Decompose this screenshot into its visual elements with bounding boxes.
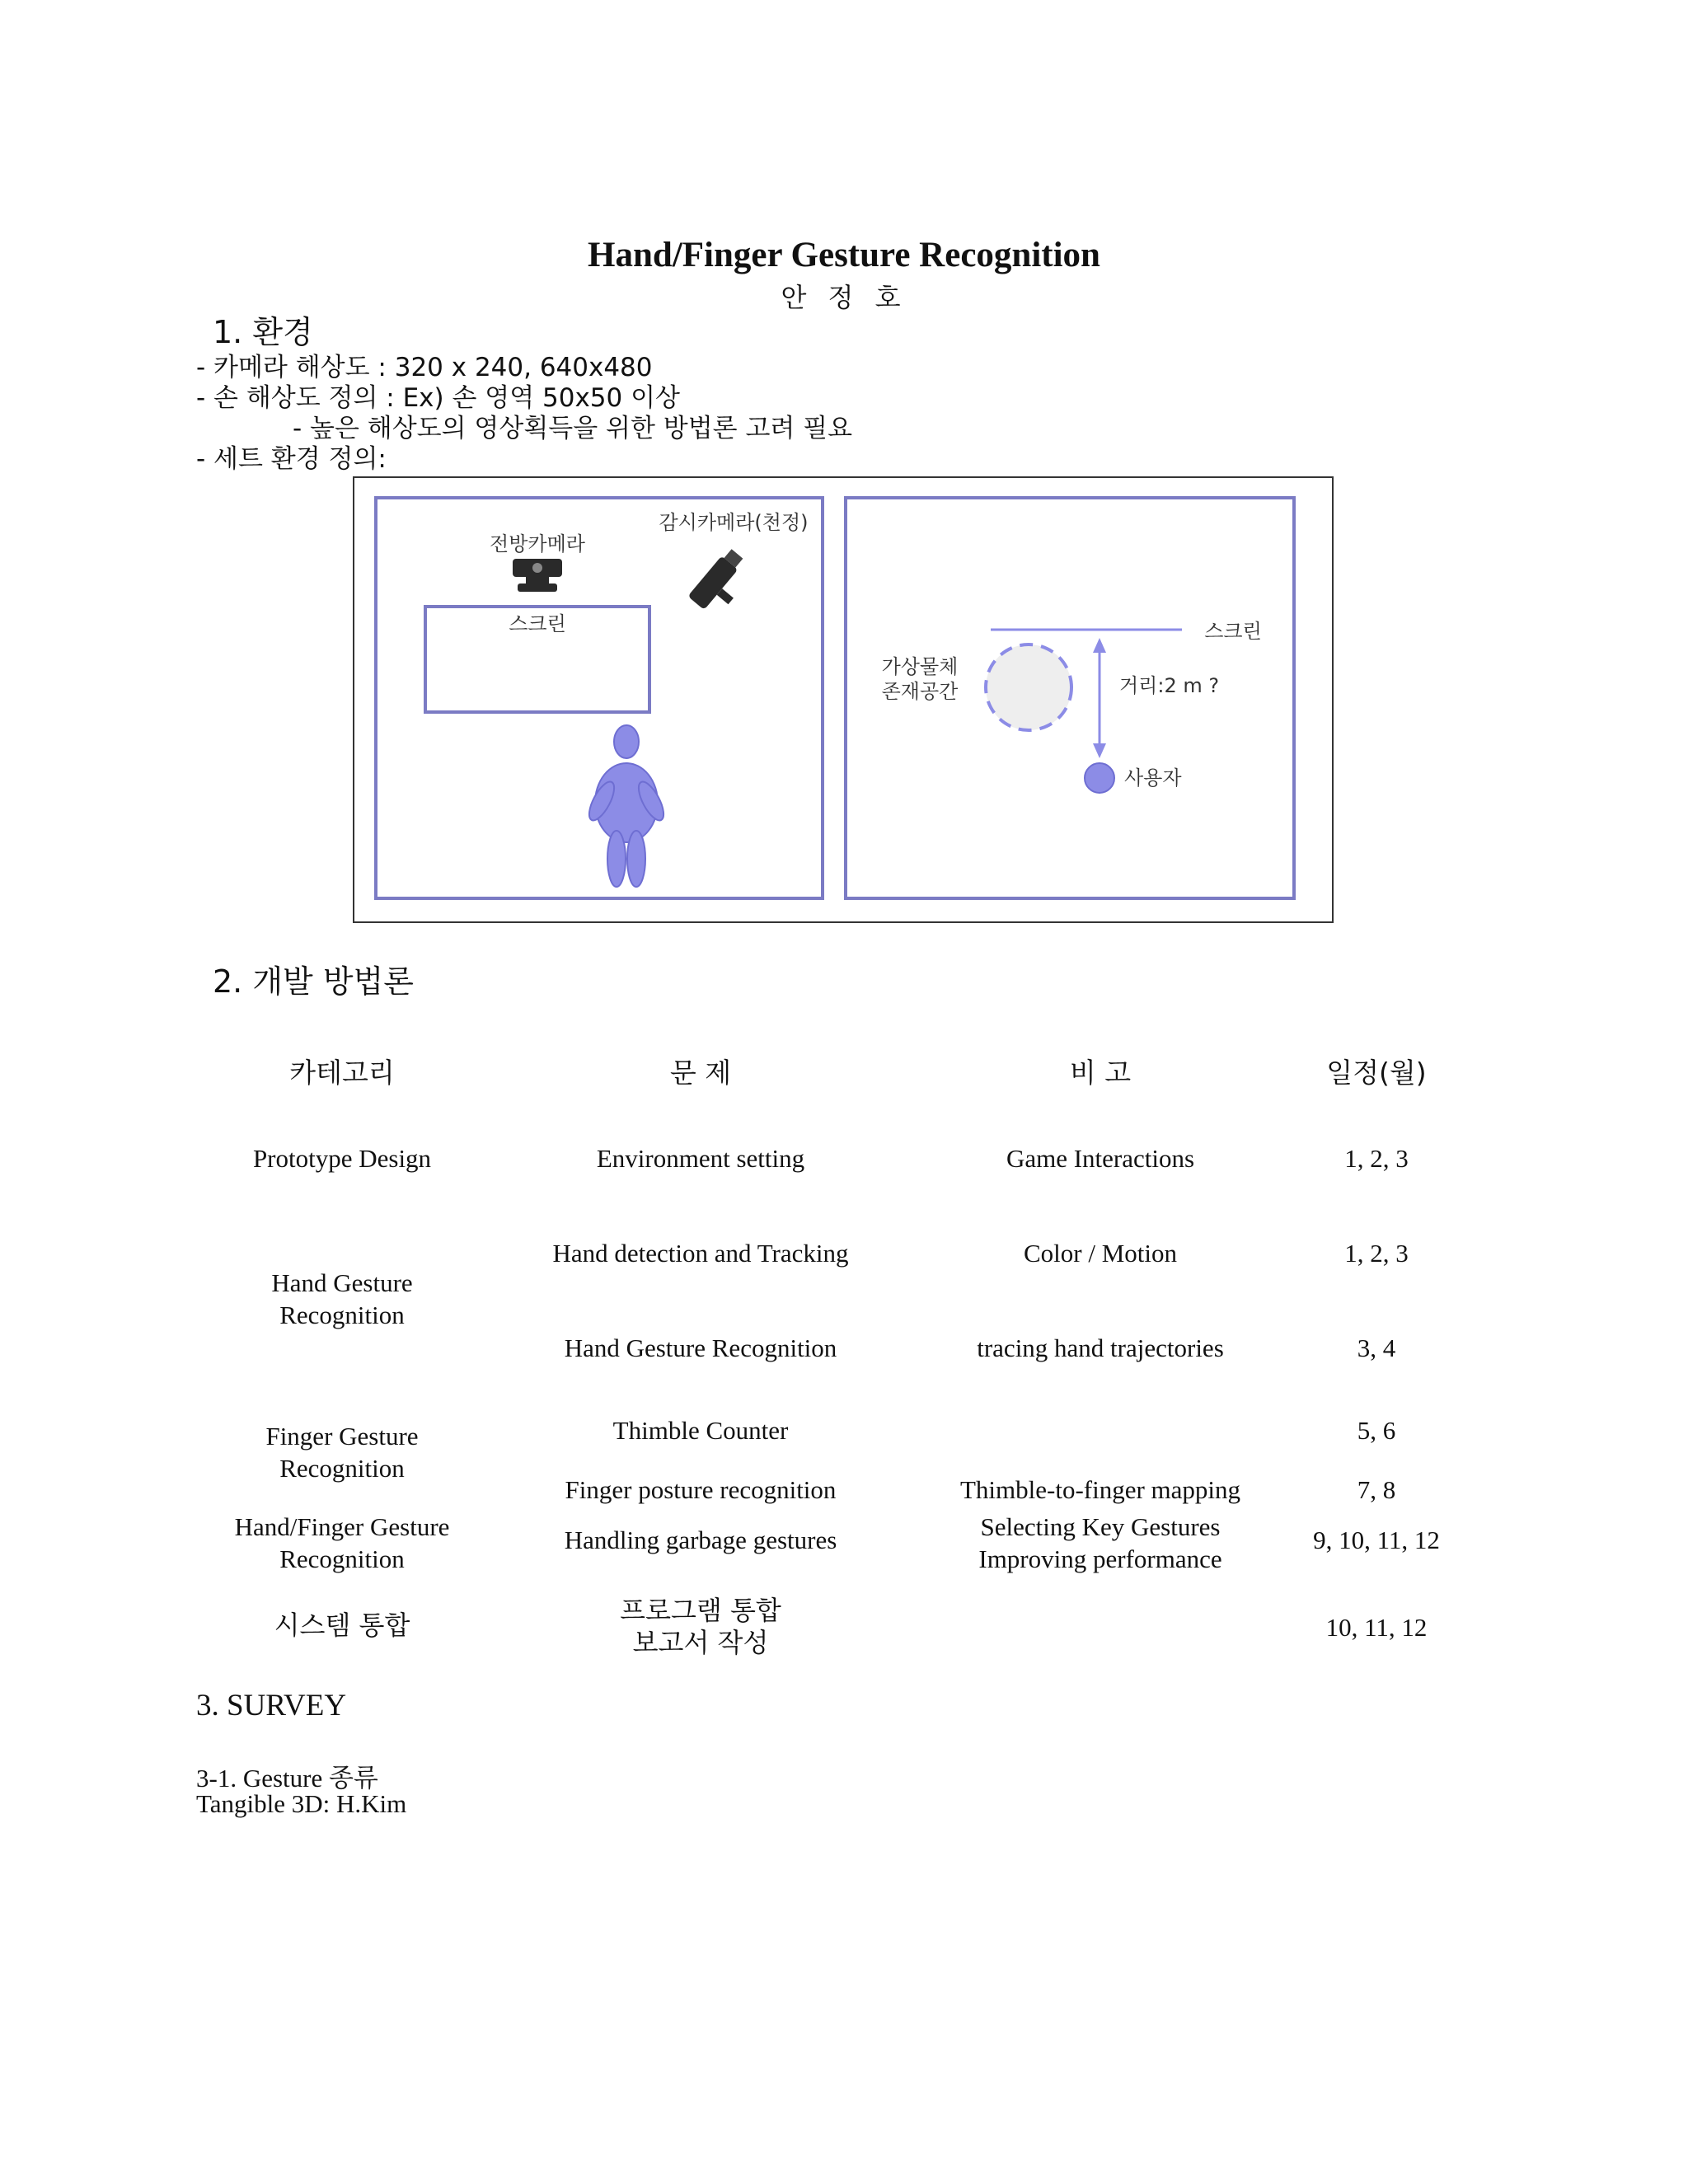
section3-reference: Tangible 3D: H.Kim bbox=[196, 1789, 407, 1818]
hand-resolution-line: - 손 해상도 정의 : Ex) 손 영역 50x50 이상 bbox=[196, 383, 680, 413]
row7-schedule: 10, 11, 12 bbox=[1325, 1613, 1428, 1642]
row7-category: 시스템 통합 bbox=[274, 1610, 410, 1641]
row6-schedule: 9, 10, 11, 12 bbox=[1313, 1526, 1440, 1554]
left-screen-label: 스크린 bbox=[509, 612, 566, 635]
section3-heading: 3. SURVEY bbox=[196, 1689, 347, 1722]
header-note: 비 고 bbox=[1069, 1057, 1132, 1089]
set-environment-line: - 세트 환경 정의: bbox=[196, 444, 387, 474]
row4-category-line2: Recognition bbox=[279, 1454, 405, 1483]
distance-label: 거리:2 m ? bbox=[1119, 674, 1220, 697]
virtual-object-area bbox=[986, 644, 1071, 730]
row6-note-line1: Selecting Key Gestures bbox=[980, 1512, 1221, 1541]
row2-problem: Hand detection and Tracking bbox=[552, 1239, 849, 1268]
hand-resolution-note: - 높은 해상도의 영상획득을 위한 방법론 고려 필요 bbox=[293, 414, 853, 443]
row1-schedule: 1, 2, 3 bbox=[1344, 1144, 1409, 1173]
header-schedule: 일정(월) bbox=[1326, 1057, 1427, 1089]
section3-subheading: 3-1. Gesture 종류 bbox=[196, 1764, 378, 1793]
row5-problem: Finger posture recognition bbox=[565, 1475, 837, 1504]
row4-problem: Thimble Counter bbox=[612, 1416, 789, 1445]
environment-figure bbox=[353, 476, 1334, 923]
row4-schedule: 5, 6 bbox=[1357, 1416, 1396, 1445]
virtual-object-label-2: 존재공간 bbox=[881, 680, 959, 703]
row7-problem-line2: 보고서 작성 bbox=[632, 1627, 769, 1658]
row5-schedule: 7, 8 bbox=[1357, 1475, 1396, 1504]
row6-note-line2: Improving performance bbox=[978, 1544, 1222, 1573]
row7-problem-line1: 프로그램 통합 bbox=[620, 1595, 781, 1626]
row3-problem: Hand Gesture Recognition bbox=[564, 1333, 837, 1362]
user-label: 사용자 bbox=[1124, 766, 1182, 790]
author-name: 안 정 호 bbox=[781, 282, 907, 313]
front-camera-label: 전방카메라 bbox=[490, 532, 585, 555]
row1-problem: Environment setting bbox=[596, 1144, 805, 1173]
row3-note: tracing hand trajectories bbox=[977, 1333, 1224, 1362]
row4-category-line1: Finger Gesture bbox=[265, 1422, 419, 1451]
virtual-object-label-1: 가상물체 bbox=[881, 655, 959, 678]
right-screen-label: 스크린 bbox=[1204, 620, 1262, 643]
environment-diagram bbox=[354, 478, 1332, 921]
section2-heading: 2. 개발 방법론 bbox=[213, 963, 414, 1000]
row3-schedule: 3, 4 bbox=[1357, 1333, 1396, 1362]
row1-note: Game Interactions bbox=[1006, 1144, 1195, 1173]
user-dot-icon bbox=[1085, 763, 1114, 793]
row2-schedule: 1, 2, 3 bbox=[1344, 1239, 1409, 1268]
row2-note: Color / Motion bbox=[1023, 1239, 1177, 1268]
row1-category: Prototype Design bbox=[252, 1144, 432, 1173]
camera-resolution-line: - 카메라 해상도 : 320 x 240, 640x480 bbox=[196, 353, 653, 382]
header-problem: 문 제 bbox=[669, 1057, 732, 1089]
row6-category-line1: Hand/Finger Gesture bbox=[234, 1512, 450, 1541]
row6-problem: Handling garbage gestures bbox=[564, 1526, 837, 1554]
row2-category-line2: Recognition bbox=[279, 1301, 405, 1329]
front-camera-icon bbox=[513, 559, 562, 592]
header-category: 카테고리 bbox=[289, 1057, 395, 1089]
document-title: Hand/Finger Gesture Recognition bbox=[588, 236, 1100, 274]
row2-category-line1: Hand Gesture bbox=[271, 1268, 413, 1297]
row5-note: Thimble-to-finger mapping bbox=[959, 1475, 1241, 1504]
row6-category-line2: Recognition bbox=[279, 1544, 405, 1573]
section1-heading: 1. 환경 bbox=[213, 314, 313, 350]
surveillance-camera-label: 감시카메라(천정) bbox=[659, 511, 809, 534]
